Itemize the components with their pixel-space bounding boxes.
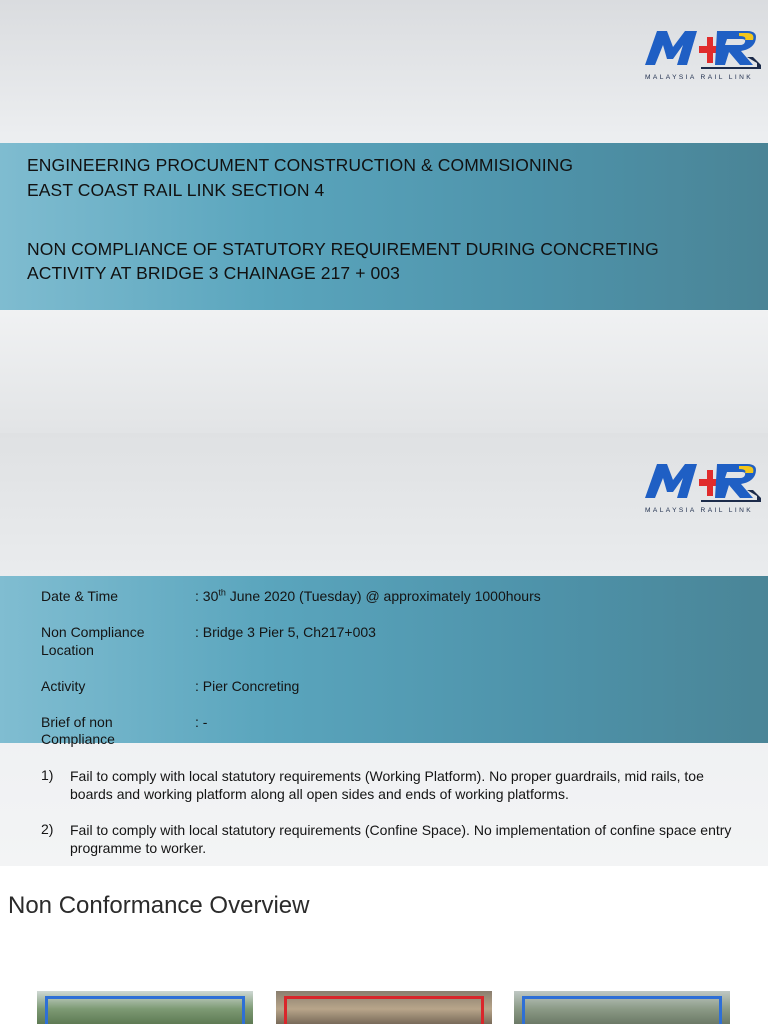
finding-1-number: 1) — [41, 767, 54, 783]
date-rest: June 2020 (Tuesday) @ approximately 1000hours — [225, 588, 541, 604]
date-value — [195, 587, 541, 605]
finding-2-text: Fail to comply with local statutory requirements (Confine Space). No implementation of confine space entry programme to worker. — [70, 822, 732, 856]
details-slide — [0, 433, 768, 866]
activity-value: : Pier Concreting — [195, 678, 300, 694]
subtitle-line-2: ACTIVITY AT BRIDGE 3 CHAINAGE 217 + 003 — [27, 263, 401, 283]
site-photo-2[interactable] — [276, 991, 492, 1024]
location-value: : Bridge 3 Pier 5, Ch217+003 — [195, 624, 376, 640]
date-label: Date & Time — [41, 588, 119, 604]
brief-value: : - — [195, 714, 208, 730]
brief-label-line-2: Compliance — [41, 731, 115, 747]
photo-1-highlight-frame — [45, 996, 245, 1024]
mrl-logo — [643, 460, 761, 522]
site-photo-3[interactable] — [514, 991, 730, 1024]
date-ordinal: th — [218, 587, 226, 598]
location-label-line-2: Location — [41, 642, 94, 658]
mrl-logo-mark-icon — [643, 460, 761, 504]
activity-label: Activity — [41, 678, 86, 694]
title-line-1: ENGINEERING PROCUMENT CONSTRUCTION & COMMISIONING — [27, 155, 574, 175]
location-label-line-1: Non Compliance — [41, 624, 145, 640]
mrl-logo — [643, 27, 761, 89]
finding-1-text: Fail to comply with local statutory requirements (Working Platform). No proper guardrails, mid rails, toe boards and working platform along all open sides and ends of working platforms. — [70, 768, 704, 802]
subtitle-line-1: NON COMPLIANCE OF STATUTORY REQUIREMENT DURING CONCRETING — [27, 239, 659, 259]
logo-tagline: MALAYSIA RAIL LINK — [645, 74, 754, 81]
title-line-2: EAST COAST RAIL LINK SECTION 4 — [27, 180, 325, 200]
photo-2-highlight-frame — [284, 996, 484, 1024]
overview-heading: Non Conformance Overview — [8, 892, 310, 919]
finding-2-number: 2) — [41, 821, 54, 837]
mrl-logo-mark-icon — [643, 27, 761, 71]
date-day: : 30 — [195, 588, 219, 604]
brief-label-line-1: Brief of non — [41, 714, 113, 730]
photo-3-highlight-frame — [522, 996, 722, 1024]
title-slide — [0, 0, 768, 433]
site-photo-1[interactable] — [37, 991, 253, 1024]
logo-tagline: MALAYSIA RAIL LINK — [645, 507, 754, 514]
